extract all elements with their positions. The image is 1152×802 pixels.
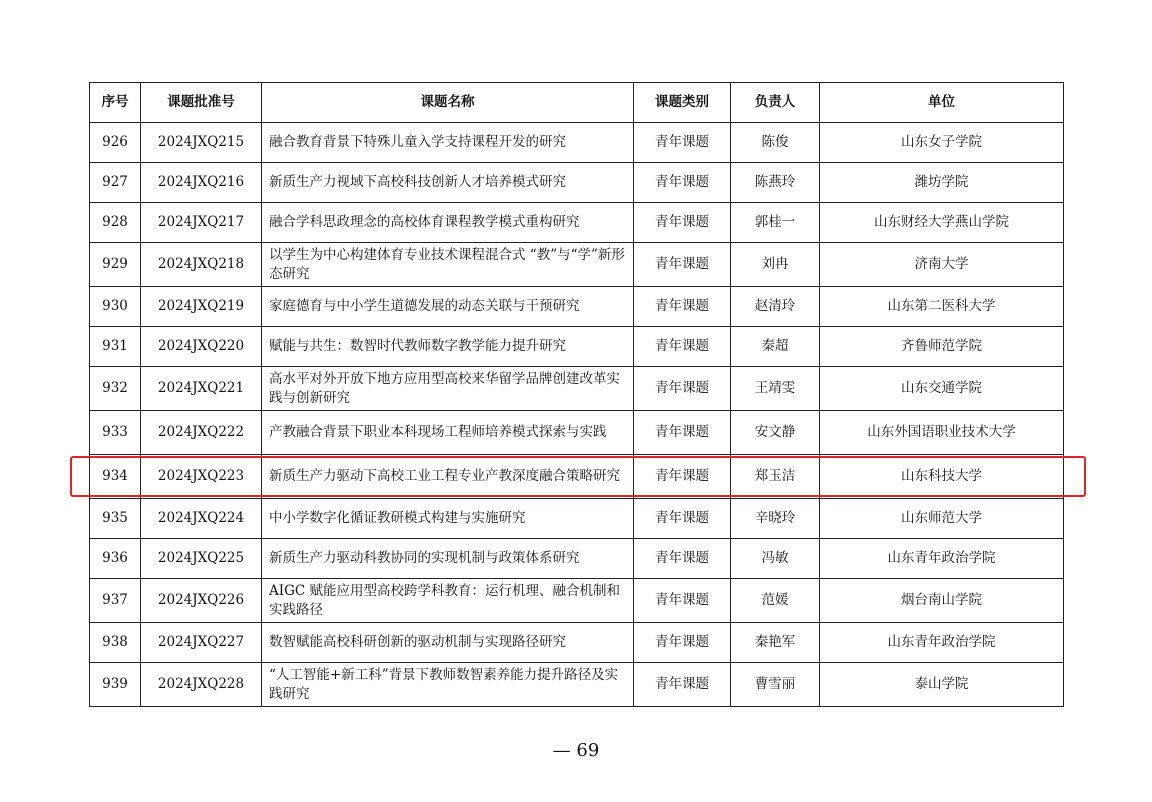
table-row — [90, 367, 1064, 411]
approval-number-cell: 2024JXQ220 — [141, 327, 262, 367]
approval-number-cell: 2024JXQ216 — [141, 163, 262, 203]
category-cell: 青年课题 — [634, 579, 731, 623]
serial-cell: 929 — [90, 243, 141, 287]
leader-cell: 赵清玲 — [731, 287, 820, 327]
project-name-cell: 融合教育背景下特殊儿童入学支持课程开发的研究 — [262, 123, 634, 163]
serial-cell: 931 — [90, 327, 141, 367]
highlight-box-row-934 — [70, 456, 1086, 497]
project-name-cell: 新质生产力驱动下高校工业工程专业产教深度融合策略研究 — [262, 455, 634, 499]
unit-cell: 山东师范大学 — [820, 499, 1064, 539]
category-cell: 青年课题 — [634, 663, 731, 707]
serial-cell: 937 — [90, 579, 141, 623]
leader-cell: 范媛 — [731, 579, 820, 623]
unit-cell: 烟台南山学院 — [820, 579, 1064, 623]
unit-cell: 山东交通学院 — [820, 367, 1064, 411]
category-cell: 青年课题 — [634, 499, 731, 539]
category-cell: 青年课题 — [634, 163, 731, 203]
table-row — [90, 663, 1064, 707]
category-cell: 青年课题 — [634, 203, 731, 243]
leader-cell: 辛晓玲 — [731, 499, 820, 539]
table-header-row — [90, 83, 1064, 123]
leader-cell: 王靖雯 — [731, 367, 820, 411]
project-name-cell: “人工智能+新工科”背景下教师数智素养能力提升路径及实践研究 — [262, 663, 634, 707]
approval-number-cell: 2024JXQ227 — [141, 623, 262, 663]
table-row — [90, 539, 1064, 579]
leader-cell: 安文静 — [731, 411, 820, 455]
project-name-cell: 新质生产力驱动科教协同的实现机制与政策体系研究 — [262, 539, 634, 579]
project-table — [89, 82, 1064, 707]
project-name-cell: 新质生产力视域下高校科技创新人才培养模式研究 — [262, 163, 634, 203]
serial-cell: 936 — [90, 539, 141, 579]
header-approval-number: 课题批准号 — [141, 83, 262, 123]
serial-cell: 927 — [90, 163, 141, 203]
serial-cell: 935 — [90, 499, 141, 539]
approval-number-cell: 2024JXQ226 — [141, 579, 262, 623]
leader-cell: 刘冉 — [731, 243, 820, 287]
project-name-cell: AIGC 赋能应用型高校跨学科教育：运行机理、融合机制和实践路径 — [262, 579, 634, 623]
page-number: — 69 — [552, 740, 600, 761]
table-row — [90, 623, 1064, 663]
header-serial: 序号 — [90, 83, 141, 123]
leader-cell: 秦超 — [731, 327, 820, 367]
unit-cell: 山东财经大学燕山学院 — [820, 203, 1064, 243]
unit-cell: 山东女子学院 — [820, 123, 1064, 163]
header-category: 课题类别 — [634, 83, 731, 123]
category-cell: 青年课题 — [634, 455, 731, 499]
project-name-cell: 以学生为中心构建体育专业技术课程混合式 “教”与“学”新形态研究 — [262, 243, 634, 287]
category-cell: 青年课题 — [634, 287, 731, 327]
approval-number-cell: 2024JXQ225 — [141, 539, 262, 579]
project-name-cell: 数智赋能高校科研创新的驱动机制与实现路径研究 — [262, 623, 634, 663]
serial-cell: 939 — [90, 663, 141, 707]
leader-cell: 秦艳军 — [731, 623, 820, 663]
category-cell: 青年课题 — [634, 411, 731, 455]
serial-cell: 933 — [90, 411, 141, 455]
header-leader: 负责人 — [731, 83, 820, 123]
serial-cell: 926 — [90, 123, 141, 163]
leader-cell: 陈燕玲 — [731, 163, 820, 203]
approval-number-cell: 2024JXQ218 — [141, 243, 262, 287]
table-row — [90, 203, 1064, 243]
project-name-cell: 融合学科思政理念的高校体育课程教学模式重构研究 — [262, 203, 634, 243]
unit-cell: 山东第二医科大学 — [820, 287, 1064, 327]
serial-cell: 930 — [90, 287, 141, 327]
table-row — [90, 243, 1064, 287]
unit-cell: 潍坊学院 — [820, 163, 1064, 203]
unit-cell: 山东外国语职业技术大学 — [820, 411, 1064, 455]
category-cell: 青年课题 — [634, 539, 731, 579]
approval-number-cell: 2024JXQ219 — [141, 287, 262, 327]
leader-cell: 曹雪丽 — [731, 663, 820, 707]
table-row — [90, 411, 1064, 455]
unit-cell: 济南大学 — [820, 243, 1064, 287]
unit-cell: 泰山学院 — [820, 663, 1064, 707]
approval-number-cell: 2024JXQ222 — [141, 411, 262, 455]
approval-number-cell: 2024JXQ228 — [141, 663, 262, 707]
approval-number-cell: 2024JXQ217 — [141, 203, 262, 243]
table-row — [90, 287, 1064, 327]
project-name-cell: 中小学数字化循证教研模式构建与实施研究 — [262, 499, 634, 539]
leader-cell: 郑玉洁 — [731, 455, 820, 499]
unit-cell: 齐鲁师范学院 — [820, 327, 1064, 367]
category-cell: 青年课题 — [634, 623, 731, 663]
approval-number-cell: 2024JXQ221 — [141, 367, 262, 411]
approval-number-cell: 2024JXQ223 — [141, 455, 262, 499]
approval-number-cell: 2024JXQ215 — [141, 123, 262, 163]
header-unit: 单位 — [820, 83, 1064, 123]
serial-cell: 928 — [90, 203, 141, 243]
project-name-cell: 赋能与共生：数智时代教师数字教学能力提升研究 — [262, 327, 634, 367]
header-project-name: 课题名称 — [262, 83, 634, 123]
serial-cell: 938 — [90, 623, 141, 663]
leader-cell: 陈俊 — [731, 123, 820, 163]
category-cell: 青年课题 — [634, 123, 731, 163]
project-name-cell: 产教融合背景下职业本科现场工程师培养模式探索与实践 — [262, 411, 634, 455]
unit-cell: 山东青年政治学院 — [820, 539, 1064, 579]
serial-cell: 934 — [90, 455, 141, 499]
approval-number-cell: 2024JXQ224 — [141, 499, 262, 539]
category-cell: 青年课题 — [634, 243, 731, 287]
project-name-cell: 高水平对外开放下地方应用型高校来华留学品牌创建改革实践与创新研究 — [262, 367, 634, 411]
table-row — [90, 163, 1064, 203]
serial-cell: 932 — [90, 367, 141, 411]
project-name-cell: 家庭德育与中小学生道德发展的动态关联与干预研究 — [262, 287, 634, 327]
table-row — [90, 579, 1064, 623]
table-row — [90, 123, 1064, 163]
leader-cell: 冯敏 — [731, 539, 820, 579]
category-cell: 青年课题 — [634, 327, 731, 367]
unit-cell: 山东科技大学 — [820, 455, 1064, 499]
table-row — [90, 327, 1064, 367]
category-cell: 青年课题 — [634, 367, 731, 411]
leader-cell: 郭桂一 — [731, 203, 820, 243]
table-row — [90, 499, 1064, 539]
unit-cell: 山东青年政治学院 — [820, 623, 1064, 663]
